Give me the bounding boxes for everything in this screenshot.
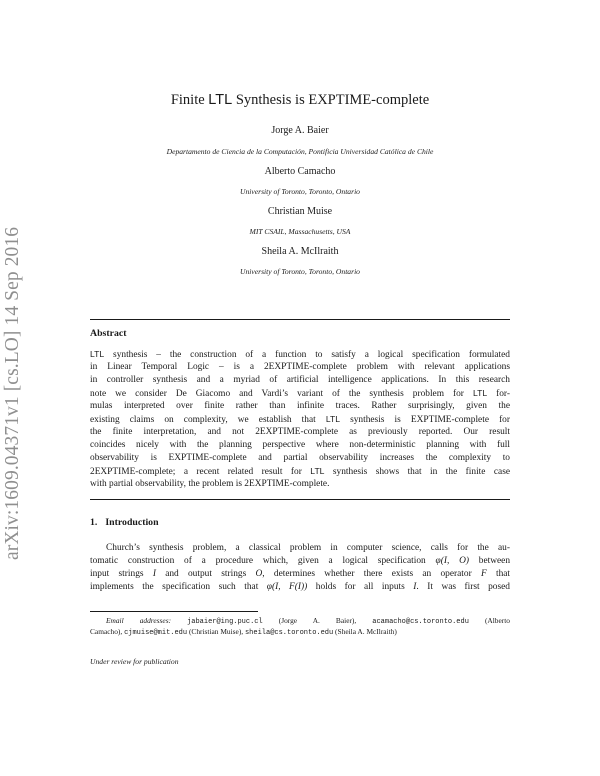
author-name: Sheila A. McIlraith: [261, 246, 339, 257]
abstract-heading: Abstract: [90, 328, 127, 339]
email-link[interactable]: sheila@cs.toronto.edu: [244, 629, 334, 637]
abstract-top-rule: [90, 319, 510, 320]
email-link[interactable]: jabaier@ing.puc.cl: [187, 618, 263, 626]
arxiv-identifier: arXiv:1609.04371v1 [cs.LO] 14 Sep 2016: [2, 226, 23, 560]
ltl-acronym: LTL: [208, 92, 233, 108]
intro-line: input strings I and output strings O, determines whether there exists an operator F that: [90, 569, 511, 579]
author-name: Christian Muise: [267, 206, 333, 217]
abstract-bottom-rule: [90, 499, 510, 500]
email-link[interactable]: acamacho@cs.toronto.edu: [372, 618, 469, 626]
author-affiliation: University of Toronto, Toronto, Ontario: [240, 267, 360, 276]
abstract-line: coincides nicely with the planning perspective where non-deterministic planning with full: [90, 440, 510, 450]
author-name: Alberto Camacho: [264, 166, 336, 177]
footnote-line: Email addresses: jabaier@ing.puc.cl (Jorge A. Baier), acamacho@cs.toronto.edu (Alberto: [106, 616, 510, 626]
author-name: Jorge A. Baier: [271, 125, 329, 136]
author-affiliation: Departamento de Ciencia de la Computación, Pontificia Universidad Católica de Chile: [166, 147, 434, 156]
email-link[interactable]: cjmuise@mit.edu: [124, 629, 188, 637]
footnote-rule: [90, 611, 258, 612]
abstract-line: with partial observability, the problem is 2EXPTIME-complete.: [90, 479, 330, 489]
abstract-line: 2EXPTIME-complete; a recent related result for LTL synthesis shows that in the finite case: [90, 466, 511, 477]
intro-line: tomatic construction of a procedure which, given a logical specification φ(I, O) between: [90, 556, 511, 566]
abstract-line: in Linear Temporal Logic – is a 2EXPTIME-complete problem with relevant applications: [90, 362, 510, 372]
abstract-line: in controller synthesis and a myriad of artificial intelligence applications. In this research: [90, 375, 510, 385]
section-heading-introduction: 1. Introduction: [90, 517, 159, 528]
author-affiliation: University of Toronto, Toronto, Ontario: [240, 187, 360, 196]
abstract-line: the finite interpretation, and not 2EXPTIME-complete as previously reported. Our result: [90, 427, 510, 437]
abstract-line: LTL synthesis – the construction of a function to satisfy a logical specification formulated: [90, 349, 510, 360]
paper-title: Finite LTL Synthesis is EXPTIME-complete: [170, 92, 430, 108]
footnote-line: Camacho), cjmuise@mit.edu (Christian Muise), sheila@cs.toronto.edu (Sheila A. McIlraith): [90, 627, 397, 637]
abstract-line: observability is EXPTIME-complete and partial observability increases the complexity to: [90, 453, 510, 463]
intro-line: Church’s synthesis problem, a classical problem in computer science, calls for the au-: [106, 543, 510, 553]
review-note: Under review for publication: [90, 657, 179, 666]
author-affiliation: MIT CSAIL, Massachusetts, USA: [249, 227, 351, 236]
intro-line: implements the specification such that φ(I, F(I)) holds for all inputs I. It was first posed: [90, 582, 510, 592]
abstract-line: note we consider De Giacomo and Vardi’s variant of the synthesis problem for LTL for-: [90, 388, 510, 399]
abstract-line: existing claims on complexity, we establish that LTL synthesis is EXPTIME-complete for: [90, 414, 510, 425]
abstract-line: mulas interpreted over finite rather than infinite traces. Rather surprisingly, given the: [90, 401, 510, 411]
